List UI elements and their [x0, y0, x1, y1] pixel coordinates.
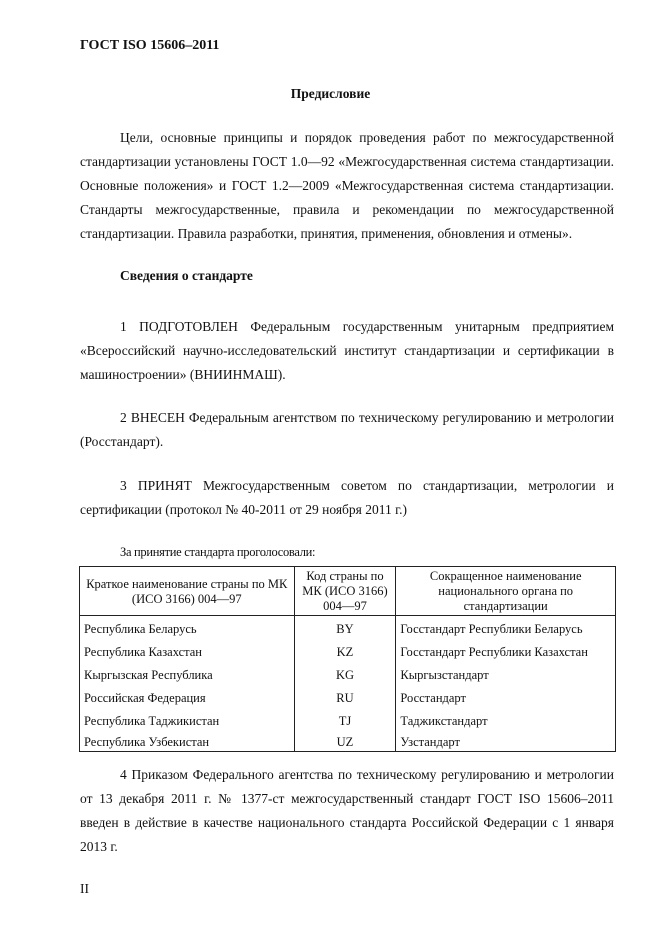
preface-paragraph: Цели, основные принципы и порядок проведения работ по межгосударственной стандартизации установлены ГОСТ 1.0—92 «Межгосударственная система стандартизации. Основные положения» и ГОСТ 1.2—2009 «Межгосударственная система стандартизации. Стандарты межгосударственные, правила и рекомендации по межгосударственной стандартизации. Правила разработки, принятия, применения, обновления и отмены». [80, 130, 614, 241]
header-country: Краткое наименование страны по МК (ИСО 3166) 004—97 [80, 567, 295, 616]
standards-body: Госстандарт Республики Беларусь [396, 616, 616, 642]
country-name: Российская Федерация [80, 687, 295, 710]
country-name: Республика Беларусь [80, 616, 295, 642]
country-name: Республика Таджикистан [80, 710, 295, 733]
table-row [80, 687, 616, 710]
voting-table [79, 566, 616, 752]
info-item-3: 3 ПРИНЯТ Межгосударственным советом по стандартизации, метрологии и сертификации (протокол № 40-2011 от 29 ноября 2011 г.) [80, 478, 614, 517]
info-item-2: 2 ВНЕСЕН Федеральным агентством по техническому регулированию и метрологии (Росстандарт). [80, 410, 614, 449]
country-name: Кыргызская Республика [80, 664, 295, 687]
standards-body: Таджикстандарт [396, 710, 616, 733]
country-name: Республика Узбекистан [80, 733, 295, 752]
country-code: UZ [294, 733, 396, 752]
country-code: KG [294, 664, 396, 687]
table-row [80, 641, 616, 664]
table-row [80, 616, 616, 642]
standard-info-heading: Сведения о стандарте [120, 268, 253, 283]
info-item-4: 4 Приказом Федерального агентства по техническому регулированию и метрологии от 13 декабря 2011 г. № 1377-ст межгосударственный стандарт ГОСТ ISO 15606–2011 введен в действие в качестве национального стандарта Российской Федерации с 1 января 2013 г. [80, 767, 614, 854]
table-row [80, 710, 616, 733]
header-body: Сокращенное наименование национального органа по стандартизации [396, 567, 616, 616]
country-code: TJ [294, 710, 396, 733]
document-code: ГОСТ ISO 15606–2011 [80, 38, 220, 53]
standards-body: Кыргызстандарт [396, 664, 616, 687]
standards-body: Узстандарт [396, 733, 616, 752]
vote-caption: За принятие стандарта проголосовали: [120, 545, 316, 559]
table-row [80, 664, 616, 687]
country-code: RU [294, 687, 396, 710]
table-row [80, 733, 616, 752]
country-name: Республика Казахстан [80, 641, 295, 664]
header-code: Код страны по МК (ИСО 3166) 004—97 [294, 567, 396, 616]
table-header-row [80, 567, 616, 616]
country-code: KZ [294, 641, 396, 664]
preface-title: Предисловие [290, 86, 371, 101]
page-number: II [80, 881, 89, 896]
country-code: BY [294, 616, 396, 642]
standards-body: Росстандарт [396, 687, 616, 710]
standards-body: Госстандарт Республики Казахстан [396, 641, 616, 664]
info-item-1: 1 ПОДГОТОВЛЕН Федеральным государственным унитарным предприятием «Всероссийский научно-исследовательский институт стандартизации и сертификации в машиностроении» (ВНИИНМАШ). [80, 319, 614, 382]
